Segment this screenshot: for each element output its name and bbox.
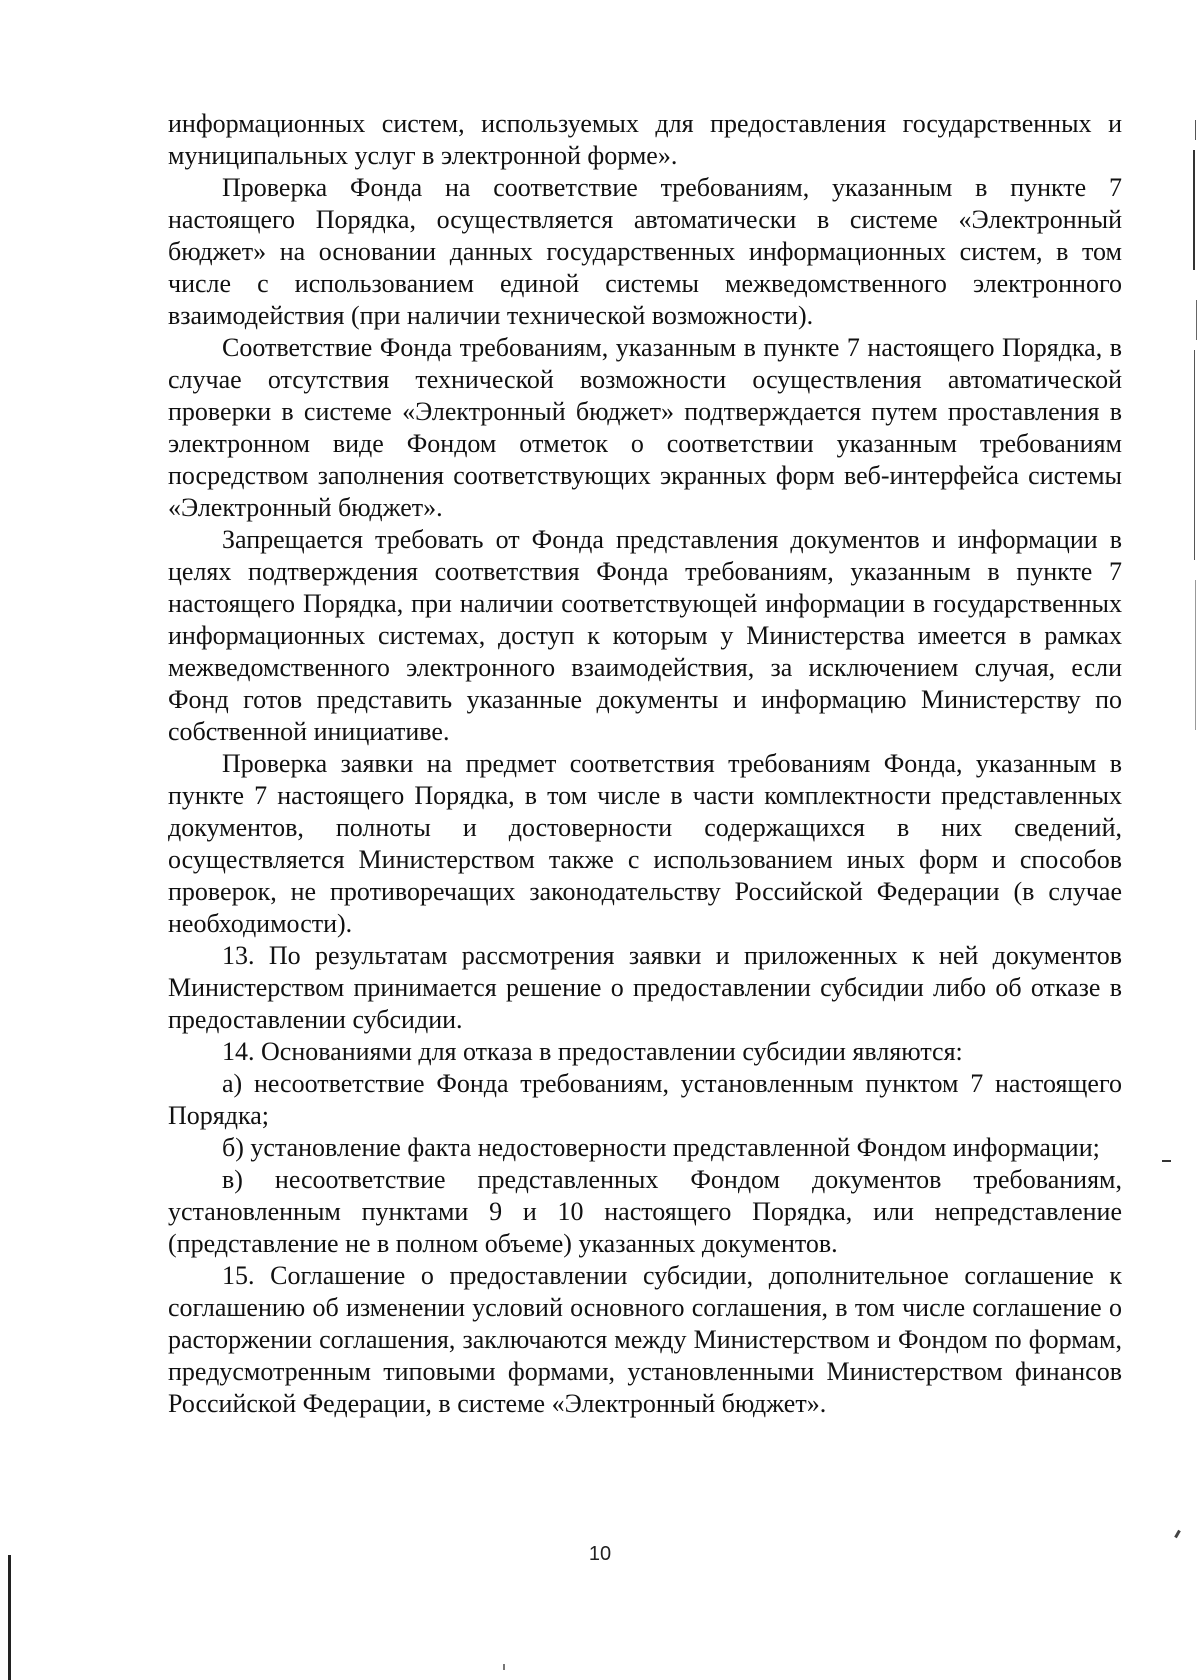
scan-artifact-mark xyxy=(1196,300,1197,340)
scan-artifact-mark xyxy=(1174,1530,1181,1538)
scan-artifact-mark xyxy=(1195,120,1196,140)
scan-edge-line xyxy=(8,1555,11,1680)
paragraph-automatic-check: Проверка Фонда на соответствие требованиям, указанным в пункте 7 настоящего Порядка, осуществляется автоматически в системе «Электронный бюджет» на основании данных государственных информационных систем, в том числе с использованием единой системы межведомственного электронного взаимодействия (при наличии технической возможности). xyxy=(168,173,1122,330)
page-number: 10 xyxy=(588,1543,612,1565)
document-body xyxy=(168,108,1122,1420)
paragraph-application-check: Проверка заявки на предмет соответствия требованиям Фонда, указанным в пункте 7 настоящего Порядка, в том числе в части комплектности представленных документов, полноты и достоверности содержащихся в них сведений, осуществляется Министерством также с использованием иных форм и способов проверок, не противоречащих законодательству Российской Федерации (в случае необходимости). xyxy=(168,749,1122,938)
scan-artifact-mark xyxy=(503,1664,505,1670)
scan-artifact-mark xyxy=(1194,350,1195,560)
paragraph-item-14-a: а) несоответствие Фонда требованиям, установленным пунктом 7 настоящего Порядка; xyxy=(168,1069,1122,1130)
paragraph-item-14: 14. Основаниями для отказа в предоставлении субсидии являются: xyxy=(222,1037,963,1066)
paragraph-item-15: 15. Соглашение о предоставлении субсидии, дополнительное соглашение к соглашению об изменении условий основного соглашения, в том числе соглашение о расторжении соглашения, заключаются между Министерством и Фондом по формам, предусмотренным типовыми формами, установленными Министерством финансов Российской Федерации, в системе «Электронный бюджет». xyxy=(168,1261,1122,1418)
paragraph-item-13: 13. По результатам рассмотрения заявки и приложенных к ней документов Министерством принимается решение о предоставлении субсидии либо об отказе в предоставлении субсидии. xyxy=(168,941,1122,1034)
paragraph-item-14-v: в) несоответствие представленных Фондом документов требованиям, установленным пунктами 9 и 10 настоящего Порядка, или непредставление (представление не в полном объеме) указанных документов. xyxy=(168,1165,1122,1258)
scan-artifact-mark xyxy=(1195,580,1196,730)
paragraph-continuation: информационных систем, используемых для предоставления государственных и муниципальных услуг в электронной форме». xyxy=(168,109,1122,170)
scan-artifact-mark xyxy=(1162,1160,1171,1162)
scan-artifact-mark xyxy=(1193,150,1195,270)
paragraph-prohibition: Запрещается требовать от Фонда представления документов и информации в целях подтверждения соответствия Фонда требованиям, указанным в пункте 7 настоящего Порядка, при наличии соответствующей информации в государственных информационных системах, доступ к которым у Министерства имеется в рамках межведомственного электронного взаимодействия, за исключением случая, если Фонд готов представить указанные документы и информацию Министерству по собственной инициативе. xyxy=(168,525,1122,746)
paragraph-compliance-confirmation: Соответствие Фонда требованиям, указанным в пункте 7 настоящего Порядка, в случае отсутствия технической возможности осуществления автоматической проверки в системе «Электронный бюджет» подтверждается путем проставления в электронном виде Фондом отметок о соответствии указанным требованиям посредством заполнения соответствующих экранных форм веб-интерфейса системы «Электронный бюджет». xyxy=(168,333,1122,522)
paragraph-item-14-b: б) установление факта недостоверности представленной Фондом информации; xyxy=(222,1133,1100,1162)
